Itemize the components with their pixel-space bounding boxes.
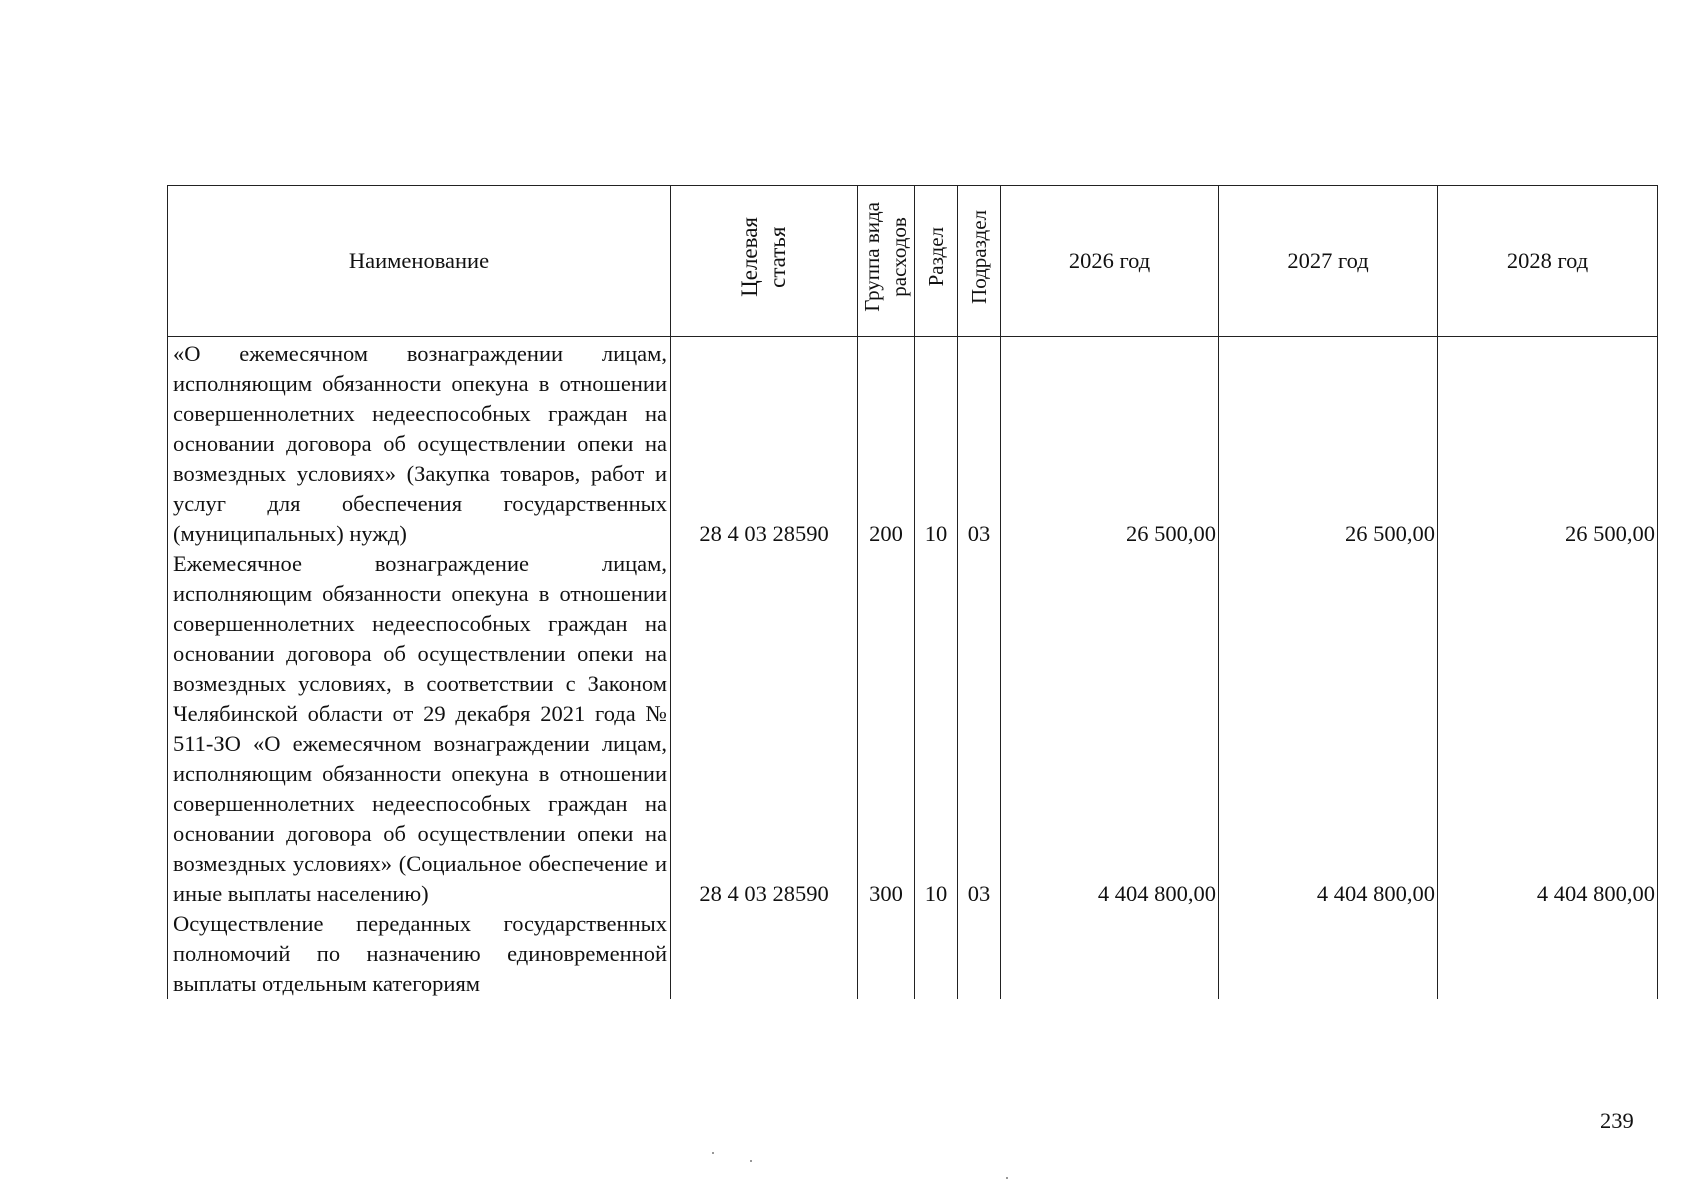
header-group-line2: расходов — [887, 217, 911, 297]
header-target-line1: Целевая — [737, 217, 762, 297]
header-2026: 2026 год — [1001, 186, 1219, 337]
header-2027: 2027 год — [1219, 186, 1438, 337]
header-target-line2: статья — [765, 226, 790, 288]
row-amount-2026 — [1001, 909, 1219, 999]
header-row — [168, 186, 1658, 337]
row-name: Ежемесячное вознаграждение лицам, исполняющим обязанности опекуна в отношении совершеннолетних недееспособных граждан на основании договора об осуществлении опеки на возмездных условиях, в соответствии с Законом Челябинской области от 29 декабря 2021 года № 511-ЗО «О ежемесячном вознаграждении лицам, исполняющим обязанности опекуна в отношении совершеннолетних недееспособных граждан на основании договора об осуществлении опеки на возмездных условиях» (Социальное обеспечение и иные выплаты населению) — [168, 549, 671, 909]
row-amount-2026: 26 500,00 — [1001, 337, 1219, 550]
table-row — [168, 549, 1658, 909]
header-subsection-text: Подраздел — [967, 210, 991, 304]
row-section — [915, 909, 958, 999]
row-amount-2028: 26 500,00 — [1438, 337, 1658, 550]
row-name: Осуществление переданных государственных полномочий по назначению единовременной выплаты отдельным категориям — [168, 909, 671, 999]
header-section — [915, 186, 958, 337]
row-name: «О ежемесячном вознаграждении лицам, исполняющим обязанности опекуна в отношении совершеннолетних недееспособных граждан на основании договора об осуществлении опеки на возмездных условиях» (Закупка товаров, работ и услуг для обеспечения государственных (муниципальных) нужд) — [168, 337, 671, 550]
table-row — [168, 909, 1658, 999]
row-expense-group — [858, 909, 915, 999]
row-subsection: 03 — [958, 549, 1001, 909]
header-expense-group — [858, 186, 915, 337]
header-section-text: Раздел — [924, 227, 948, 287]
row-section: 10 — [915, 337, 958, 550]
row-subsection: 03 — [958, 337, 1001, 550]
row-subsection — [958, 909, 1001, 999]
header-name: Наименование — [168, 186, 671, 337]
row-expense-group: 200 — [858, 337, 915, 550]
row-target-article — [671, 909, 858, 999]
table-row — [168, 337, 1658, 550]
row-amount-2027: 26 500,00 — [1219, 337, 1438, 550]
row-section: 10 — [915, 549, 958, 909]
row-amount-2028 — [1438, 909, 1658, 999]
row-target-article: 28 4 03 28590 — [671, 337, 858, 550]
header-target-article — [671, 186, 858, 337]
row-amount-2027 — [1219, 909, 1438, 999]
scan-speck — [750, 1160, 752, 1162]
budget-table — [167, 185, 1658, 999]
header-group-line1: Группа вида — [860, 202, 884, 312]
page-number: 239 — [1600, 1108, 1634, 1133]
row-expense-group: 300 — [858, 549, 915, 909]
row-target-article: 28 4 03 28590 — [671, 549, 858, 909]
scan-speck — [1006, 1177, 1008, 1179]
row-amount-2026: 4 404 800,00 — [1001, 549, 1219, 909]
header-2028: 2028 год — [1438, 186, 1658, 337]
row-amount-2028: 4 404 800,00 — [1438, 549, 1658, 909]
row-amount-2027: 4 404 800,00 — [1219, 549, 1438, 909]
header-subsection — [958, 186, 1001, 337]
scan-speck — [712, 1152, 714, 1154]
